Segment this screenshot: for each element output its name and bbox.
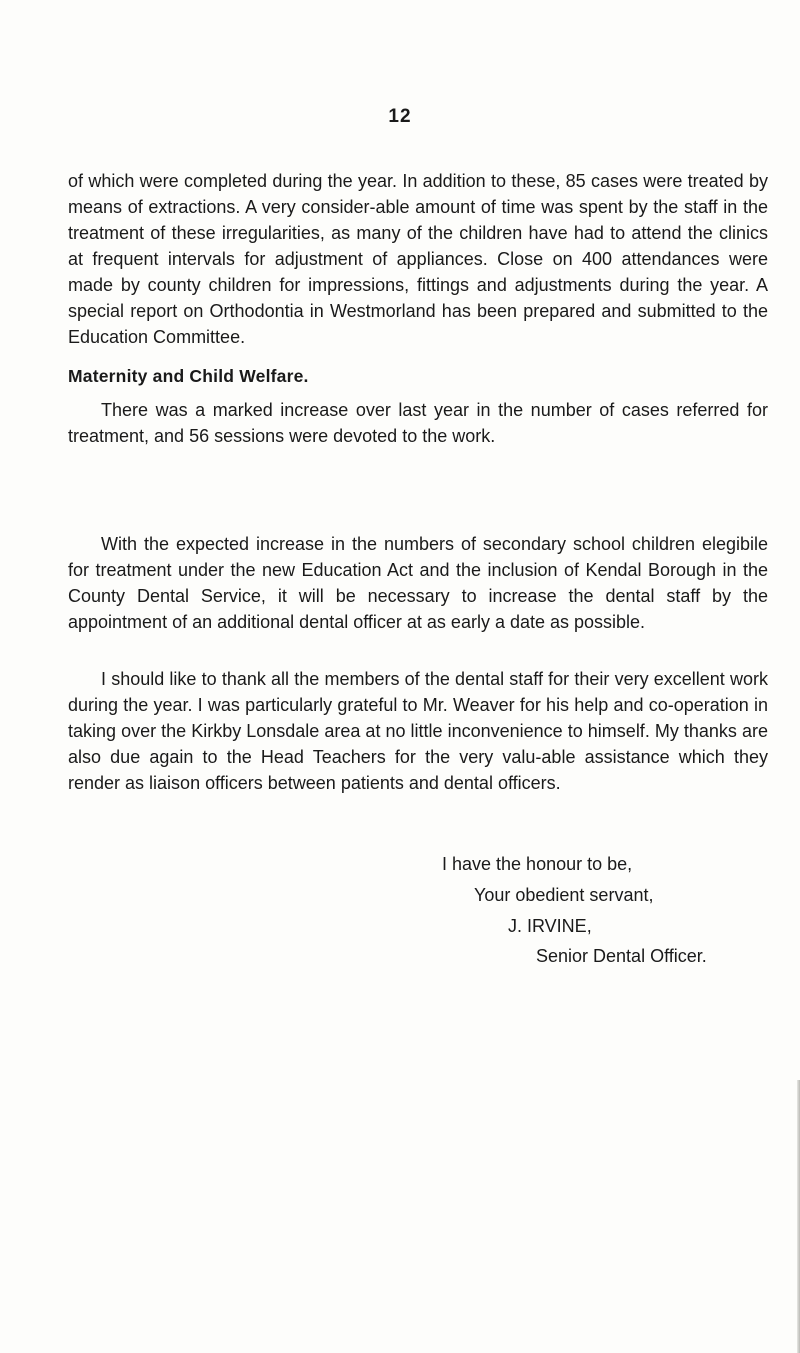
- closing-honour-line: I have the honour to be,: [442, 854, 633, 874]
- signatory-name: J. IRVINE,: [508, 916, 592, 936]
- paragraph-maternity: There was a marked increase over last year in the number of cases referred for treatment, and 56 sessions were devoted to the work.: [68, 400, 768, 446]
- page-number: 12: [388, 106, 412, 127]
- section-heading-maternity: Maternity and Child Welfare.: [68, 366, 309, 386]
- paragraph-thanks: I should like to thank all the members of the dental staff for their very excellent work during the year. I was particularly grateful to Mr. Weaver for his help and co-operation in taking over the Kirkby Lonsdale area at no little inconvenience to himself. My thanks are also due again to the Head Teachers for the very valu-able assistance which they render as liaison officers between patients and dental officers.: [68, 669, 768, 793]
- closing-servant-line: Your obedient servant,: [474, 885, 654, 905]
- signatory-title: Senior Dental Officer.: [536, 946, 707, 966]
- paragraph-expected-increase: With the expected increase in the numbers of secondary school children elegibile for treatment under the new Education Act and the inclusion of Kendal Borough in the County Dental Service, it will be necessary to increase the dental staff by the appointment of an additional dental officer at as early a date as possible.: [68, 534, 768, 632]
- paragraph-intro: of which were completed during the year. In addition to these, 85 cases were treated by means of extractions. A very consider-able amount of time was spent by the staff in the treatment of these irregularities, as many of the children have had to attend the clinics at frequent intervals for adjustment of appliances. Close on 400 attendances were made by county children for impressions, fittings and adjustments during the year. A special report on Orthodontia in Westmorland has been prepared and submitted to the Education Committee.: [68, 171, 768, 347]
